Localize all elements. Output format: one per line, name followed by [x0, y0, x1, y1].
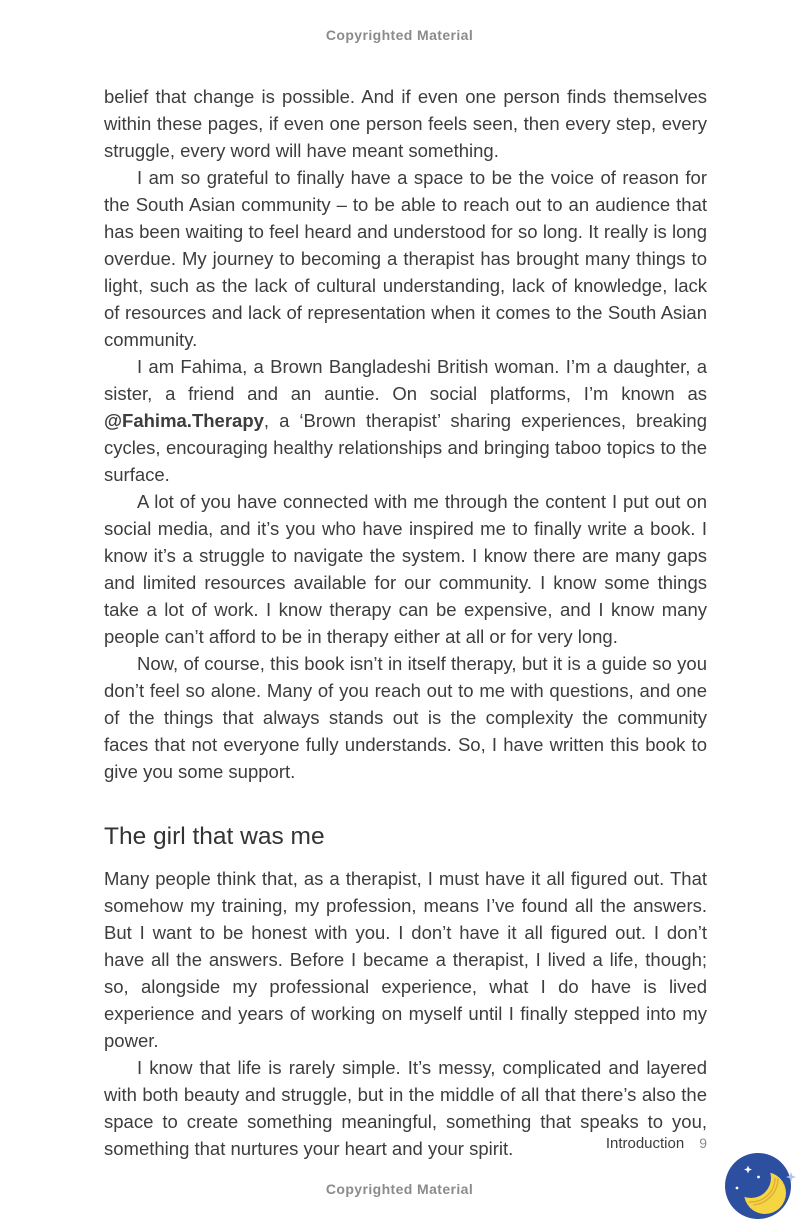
social-handle: @Fahima.Therapy — [104, 410, 264, 431]
paragraph: I am so grateful to finally have a space to be the voice of reason for the South Asian community – to be able to reach out to an audience that has been waiting to feel heard and understood for so long. It really is long overdue. My journey to becoming a therapist has brought many things to light, such as the lack of cultural understanding, lack of knowledge, lack of resources and lack of representation when it comes to the South Asian community. — [104, 167, 707, 350]
paragraph: I know that life is rarely simple. It’s messy, complicated and layered with both beauty and struggle, but in the middle of all that there’s also the space to create something meaningful, something that speaks to you, something that nurtures your heart and your spirit. — [104, 1057, 707, 1159]
copyright-notice-bottom: Copyrighted Material — [325, 1181, 474, 1197]
paragraph-with-handle — [104, 353, 707, 488]
paragraph-text-pre: I am Fahima, a Brown Bangladeshi British woman. I’m a daughter, a sister, a friend and an auntie. On social platforms, I’m known as — [104, 356, 707, 404]
paragraph-text-post: , a ‘Brown therapist’ sharing experiences, breaking cycles, encouraging healthy relationships and bringing taboo topics to the surface. — [104, 410, 707, 485]
moon-badge-button[interactable] — [724, 1151, 798, 1221]
footer-page-number: 9 — [699, 1135, 707, 1151]
copyright-notice-top: Copyrighted Material — [325, 27, 474, 43]
paragraph: A lot of you have connected with me through the content I put out on social media, and it’s you who have inspired me to finally write a book. I know it’s a struggle to navigate the system. I know there are many gaps and limited resources available for our community. I know some things take a lot of work. I know therapy can be expensive, and I know many people can’t afford to be in therapy either at all or for very long. — [104, 491, 707, 647]
section-heading: The girl that was me — [104, 823, 325, 850]
paragraph: Now, of course, this book isn’t in itself therapy, but it is a guide so you don’t feel so alone. Many of you reach out to me with questions, and one of the things that always stands out is the complexity the community faces that not everyone fully understands. So, I have written this book to give you some support. — [104, 653, 707, 782]
star-dot — [736, 1187, 739, 1190]
page-text-block — [104, 83, 707, 1162]
footer-chapter-label: Introduction — [605, 1135, 685, 1152]
star-dot — [757, 1176, 760, 1179]
moon-and-stars-icon — [724, 1151, 798, 1221]
page-footer — [606, 1135, 707, 1152]
crescent-moon — [744, 1172, 786, 1214]
paragraph: belief that change is possible. And if even one person finds themselves within these pages, if even one person feels seen, then every step, every struggle, every word will have meant something. — [104, 86, 707, 161]
paragraph: Many people think that, as a therapist, I must have it all figured out. That somehow my training, my profession, means I’ve found all the answers. But I want to be honest with you. I don’t have it all figured out. I don’t have all the answers. Before I became a therapist, I lived a life, though; so, alongside my professional experience, what I do have is lived experience and years of working on myself until I finally stepped into my power. — [104, 868, 707, 1051]
